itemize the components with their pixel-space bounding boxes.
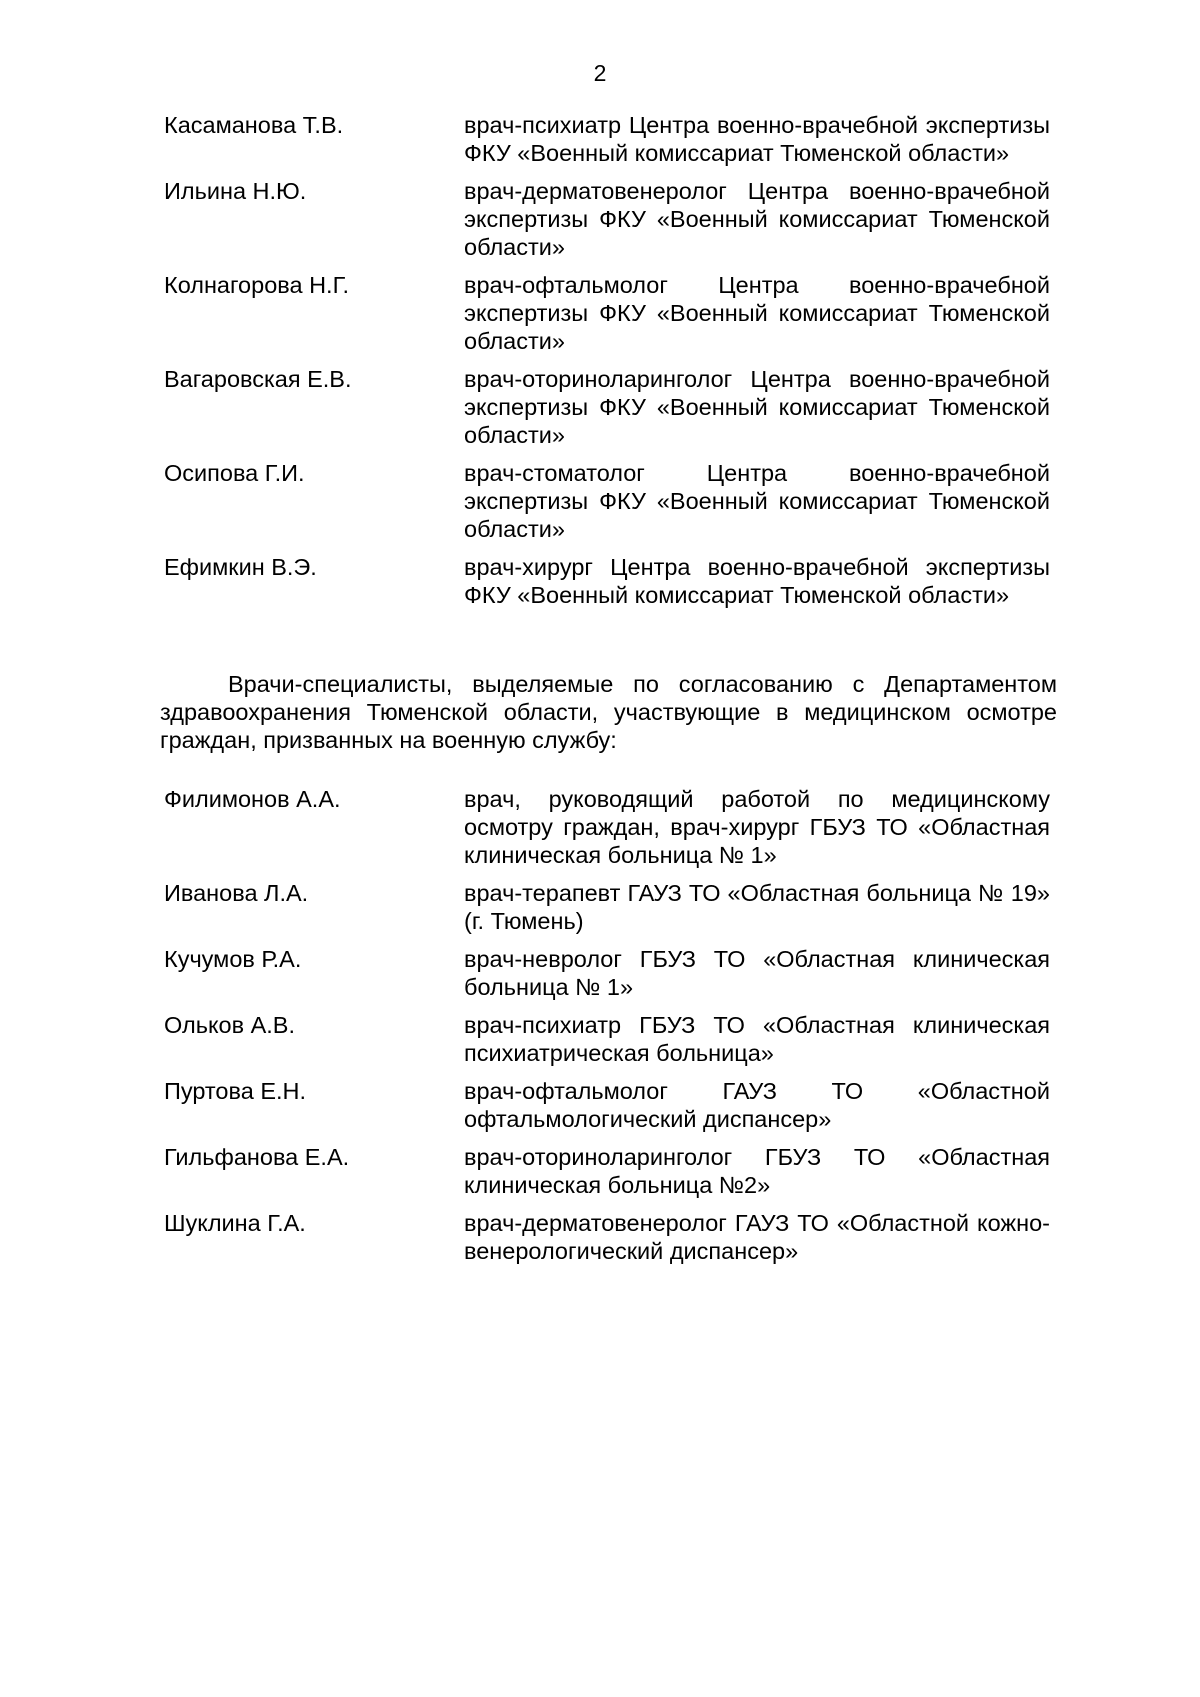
member-name: Кучумов Р.А. [164,946,302,972]
list-item [164,1209,1050,1265]
member-role: врач-психиатр Центра военно-врачебной экспертизы ФКУ «Военный комиссариат Тюменской области» [464,112,1050,166]
list-item [164,459,1050,543]
list-item [164,945,1050,1001]
list-item [164,365,1050,449]
member-role: врач-дерматовенеролог ГАУЗ ТО «Областной кожно-венерологический диспансер» [464,1210,1050,1264]
member-name: Вагаровская Е.В. [164,366,352,392]
member-role: врач-психиатр ГБУЗ ТО «Областная клиническая психиатрическая больница» [464,1012,1050,1066]
member-name: Шуклина Г.А. [164,1210,306,1236]
member-role: врач-офтальмолог Центра военно-врачебной экспертизы ФКУ «Военный комиссариат Тюменской области» [464,272,1050,354]
member-name: Гильфанова Е.А. [164,1144,350,1170]
member-name: Осипова Г.И. [164,460,305,486]
list-item [164,177,1050,261]
member-name: Колнагорова Н.Г. [164,272,349,298]
list-item [164,111,1050,167]
intro-paragraph: Врачи-специалисты, выделяемые по согласованию с Департаментом здравоохранения Тюменской области, участвующие в медицинском осмотре граждан, призванных на военную службу: [160,671,1057,753]
member-role: врач-терапевт ГАУЗ ТО «Областная больница № 19» (г. Тюмень) [464,880,1050,934]
specialists-list [164,785,1050,1275]
list-item [164,271,1050,355]
page-number: 2 [593,60,607,86]
member-role: врач-офтальмолог ГАУЗ ТО «Областной офтальмологический диспансер» [464,1078,1050,1132]
member-name: Касаманова Т.В. [164,112,344,138]
member-name: Пуртова Е.Н. [164,1078,307,1104]
commission-members-list [164,111,1050,619]
member-role: врач-оториноларинголог Центра военно-врачебной экспертизы ФКУ «Военный комиссариат Тюменской области» [464,366,1050,448]
member-name: Ильина Н.Ю. [164,178,307,204]
member-role: врач-стоматолог Центра военно-врачебной экспертизы ФКУ «Военный комиссариат Тюменской области» [464,460,1050,542]
list-item [164,879,1050,935]
list-item [164,785,1050,869]
list-item [164,1077,1050,1133]
member-name: Филимонов А.А. [164,786,341,812]
list-item [164,1011,1050,1067]
member-name: Иванова Л.А. [164,880,309,906]
list-item [164,1143,1050,1199]
member-name: Ольков А.В. [164,1012,296,1038]
member-role: врач-оториноларинголог ГБУЗ ТО «Областная клиническая больница №2» [464,1144,1050,1198]
member-name: Ефимкин В.Э. [164,554,317,580]
member-role: врач-невролог ГБУЗ ТО «Областная клиническая больница № 1» [464,946,1050,1000]
list-item [164,553,1050,609]
member-role: врач-дерматовенеролог Центра военно-врачебной экспертизы ФКУ «Военный комиссариат Тюменской области» [464,178,1050,260]
member-role: врач-хирург Центра военно-врачебной экспертизы ФКУ «Военный комиссариат Тюменской области» [464,554,1050,608]
member-role: врач, руководящий работой по медицинскому осмотру граждан, врач-хирург ГБУЗ ТО «Областная клиническая больница № 1» [464,786,1050,868]
